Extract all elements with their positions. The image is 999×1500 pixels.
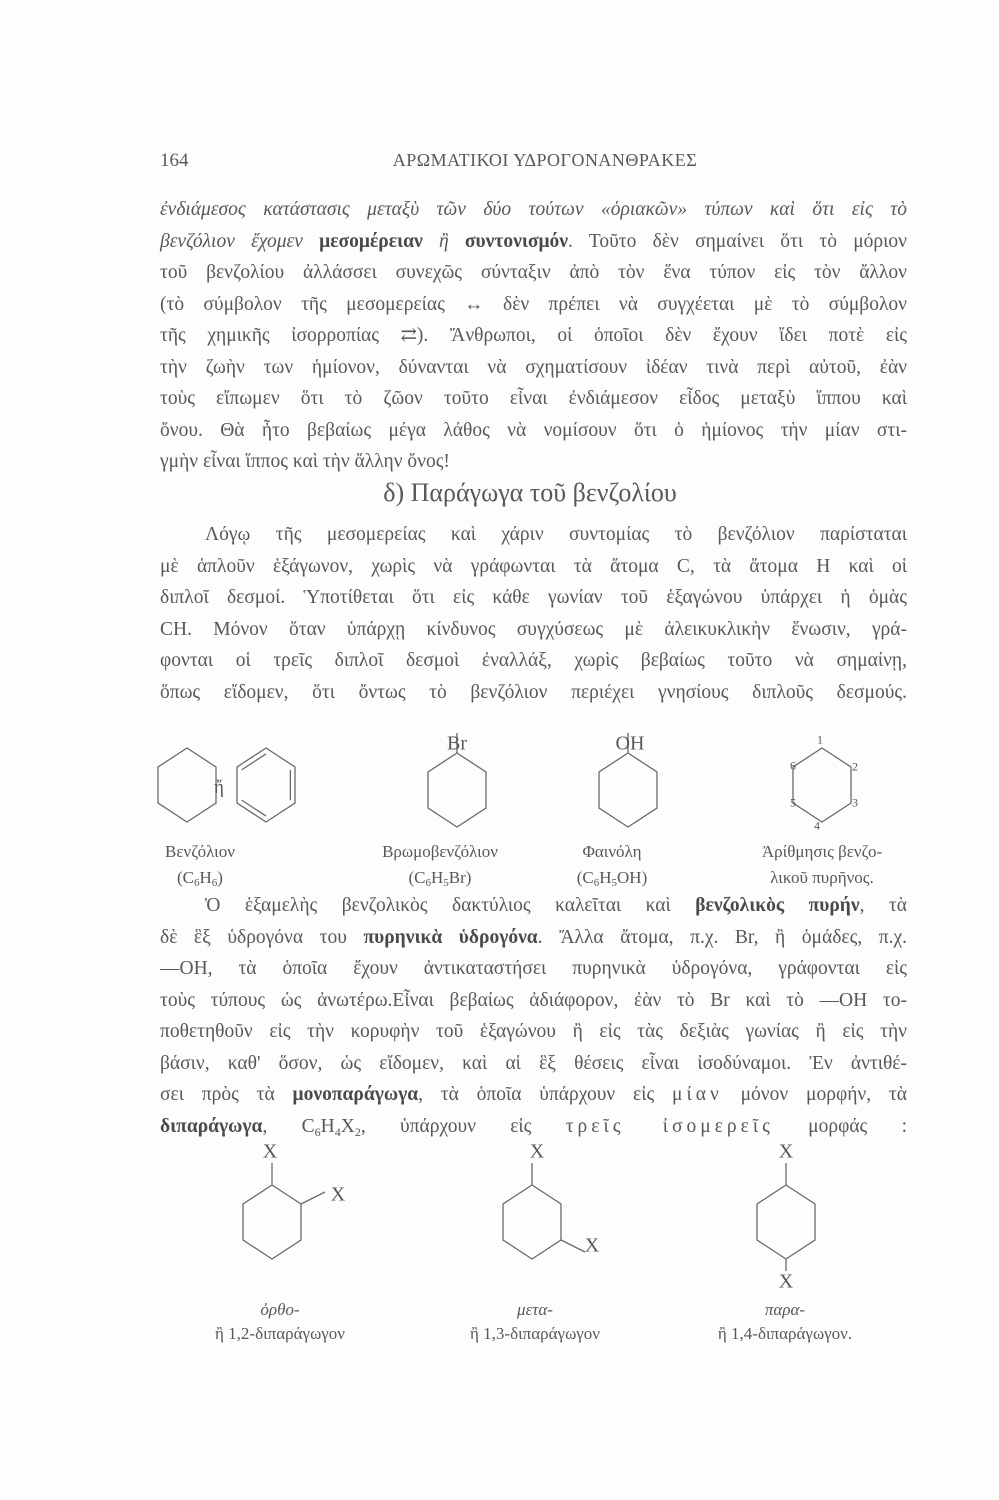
- caption-name: [260, 1300, 299, 1320]
- caption-name: [762, 842, 882, 862]
- text-segment: δὲ ἓξ ὑδρογόνα του: [160, 926, 364, 948]
- text-segment: . Ἄλλα ἄτομα, π.χ. Br, ἢ ὁμάδες, π.χ.: [537, 926, 907, 948]
- text-segment: τὴν ζωὴν των ἡμίονον, δύνανται νὰ σχηματίσουν ἰδέαν τινὰ περὶ αὐτοῦ, ἐὰν: [160, 356, 907, 378]
- text-segment: τοὺς εἴπωμεν ὅτι τὸ ζῶον τοῦτο εἶναι ἐνδιάμεσον εἶδος μεταξὺ ἵππου καὶ: [160, 388, 907, 409]
- text-segment: ὅπως εἴδομεν, ὅτι ὄντως τὸ βενζόλιον περιέχει γνησίους διπλοῦς δεσμούς.: [160, 681, 907, 703]
- subscript: 6: [593, 877, 600, 889]
- caption-formula: [470, 1324, 600, 1344]
- text-line: [160, 989, 907, 1013]
- text-line: [160, 1020, 907, 1044]
- text-segment: , τὰ: [859, 895, 907, 916]
- text-segment: ὄνου. Θὰ ἦτο βεβαίως μέγα λάθος νὰ νομίσουν ὅτι ὁ ἡμίονος τὴν μίαν στι-: [160, 419, 907, 441]
- italic-text: μετα-: [517, 1300, 553, 1319]
- text-line: [160, 450, 907, 474]
- text-segment: τοῦ βενζολίου ἀλλάσσει συνεχῶς σύνταξιν ἀπὸ τὸν ἕνα τύπον εἰς τὸν ἄλλον: [160, 262, 907, 283]
- text-segment: OH): [617, 868, 648, 887]
- text-segment: CH. Μόνον ὅταν ὑπάρχῃ κίνδυνος συγχύσεως μὲ ἀλεικυκλικὴν ἕνωσιν, γρά-: [160, 618, 907, 640]
- caption-formula: [577, 868, 648, 889]
- caption-name: [382, 842, 498, 862]
- bond: [301, 1192, 325, 1204]
- caption-name: [165, 842, 235, 862]
- text-segment: , τὰ ὁποῖα ὑπάρχουν εἰς: [418, 1084, 673, 1105]
- text-line: [160, 1052, 907, 1076]
- text-segment: (τὸ σύμβολον τῆς μεσομερείας ↔ δὲν πρέπει νὰ συγχέεται μὲ τὸ σύμβολον: [160, 293, 907, 315]
- substituent-x: X: [778, 1140, 794, 1163]
- text-segment: σει πρὸς τὰ: [160, 1084, 293, 1105]
- substituent-x: X: [262, 1140, 278, 1163]
- text-line: [160, 198, 907, 222]
- text-segment: . Τοῦτο δὲν σημαίνει ὅτι τὸ μόριον: [567, 230, 907, 252]
- text-segment: φονται οἱ τρεῖς διπλοῖ δεσμοὶ ἐναλλάξ, χωρὶς βεβαίως τοῦτο νὰ σημαίνῃ,: [160, 650, 907, 671]
- text-segment: Βρωμοβενζόλιον: [382, 842, 498, 861]
- text-segment: Ὁ ἑξαμελὴς βενζολικὸς δακτύλιος καλεῖται καὶ: [205, 895, 696, 916]
- text-line: [205, 523, 907, 547]
- meta-ring: [503, 1185, 561, 1259]
- text-segment: Λόγῳ τῆς μεσομερείας καὶ χάριν συντομίας τὸ βενζόλιον παρίσταται: [205, 524, 907, 545]
- text-segment: τῆς χημικῆς ἰσορροπίας ⇄). Ἄνθρωποι, οἱ ὁποῖοι δὲν ἔχουν ἴδει ποτὲ εἰς: [160, 325, 907, 346]
- bold-term: πυρηνικὰ ὑδρογόνα: [363, 926, 538, 948]
- position-number-6: 6: [790, 758, 796, 773]
- subscript: 6: [211, 877, 218, 889]
- text-segment: X: [340, 1115, 355, 1137]
- bold-term: μεσομέρειαν: [319, 230, 439, 252]
- text-segment: H: [320, 1115, 335, 1137]
- text-segment: τοὺς τύπους ὡς ἀνωτέρω.Εἶναι βεβαίως ἀδιάφορον, ἐὰν τὸ Br καὶ τὸ —OH το-: [160, 989, 907, 1011]
- caption-formula: [215, 1324, 345, 1344]
- bold-term: συντονισμόν: [464, 230, 568, 252]
- text-segment: —OH, τὰ ὁποῖα ἔχουν ἀντικαταστήσει πυρηνικὰ ὑδρογόνα, γράφονται εἰς: [160, 958, 907, 979]
- text-line: [160, 649, 907, 673]
- text-segment: ποθετηθοῦν εἰς τὴν κορυφὴν τοῦ ἑξαγώνου ἢ εἰς τὰς δεξιὰς γωνίας ἢ εἰς τὴν: [160, 1021, 907, 1042]
- text-line: [160, 555, 907, 579]
- caption-name: [765, 1300, 805, 1320]
- text-line: [160, 618, 907, 642]
- para-ring: [757, 1185, 815, 1259]
- text-segment: Βενζόλιον: [165, 842, 235, 861]
- subscript: 5: [443, 877, 449, 889]
- numbered-benzene-ring: [793, 748, 851, 822]
- text-segment: μόνον μορφήν, τὰ: [722, 1084, 907, 1105]
- caption-formula: [718, 1324, 852, 1344]
- text-line: [160, 293, 907, 317]
- subscript: 6: [314, 1124, 321, 1139]
- text-line: [160, 324, 907, 348]
- caption-formula: [770, 868, 874, 888]
- italic-text: παρα-: [764, 1300, 806, 1319]
- bromine-label: Br: [447, 732, 467, 755]
- position-number-2: 2: [852, 759, 858, 774]
- bond: [561, 1240, 585, 1252]
- text-segment: (C: [177, 868, 195, 887]
- text-line: [160, 586, 907, 610]
- text-line: [160, 356, 907, 380]
- text-line: [160, 681, 907, 705]
- italic-text: βενζόλιον ἔχομεν: [160, 230, 320, 252]
- text-segment: , ὑπάρχουν εἰς: [360, 1115, 566, 1137]
- text-segment: μὲ ἁπλοῦν ἑξάγωνον, χωρὶς νὰ γράφωνται τὰ ἄτομα C, τὰ ἄτομα H καὶ οἱ: [160, 555, 907, 577]
- bold-term: βενζολικὸς πυρήν: [695, 895, 860, 916]
- text-line: [160, 230, 907, 254]
- text-line: [160, 1083, 907, 1107]
- running-title: ΑΡΩΜΑΤΙΚΟΙ ΥΔΡΟΓΟΝΑΝΘΡΑΚΕΣ: [392, 150, 698, 170]
- text-segment: (C: [576, 868, 594, 887]
- text-line: [160, 926, 907, 950]
- text-line: [160, 387, 907, 411]
- text-line: [160, 957, 907, 981]
- phenol-ring: [599, 753, 657, 827]
- position-number-4: 4: [814, 818, 820, 833]
- page-number: 164: [160, 150, 189, 171]
- bromobenzene-ring: [428, 753, 486, 827]
- text-segment: Φαινόλη: [582, 842, 642, 861]
- text-line: [205, 894, 907, 918]
- italic-text: ἢ: [438, 230, 465, 252]
- text-line: [160, 261, 907, 285]
- text-segment: H: [431, 868, 444, 887]
- bold-term: μονοπαράγωγα: [292, 1084, 419, 1105]
- benzene-ring: [158, 748, 216, 822]
- bold-term: διπαράγωγα: [160, 1115, 263, 1137]
- subscript: 6: [425, 877, 432, 889]
- subscript: 6: [194, 877, 200, 889]
- position-number-3: 3: [852, 795, 858, 810]
- text-segment: Ἀρίθμησις βενζο-: [761, 842, 883, 861]
- hydroxyl-label: OH: [615, 732, 645, 755]
- italic-text: ἐνδιάμεσος κατάστασις μεταξὺ τῶν δύο τούτων «ὁριακῶν» τύπων καὶ ὅτι εἰς τὸ: [160, 199, 907, 220]
- text-segment: ἢ 1,4-διπαράγωγον.: [717, 1324, 853, 1343]
- caption-formula: [409, 868, 472, 889]
- caption-name: [582, 842, 641, 862]
- text-segment: (C: [408, 868, 426, 887]
- text-segment: ἢ 1,3-διπαράγωγον: [470, 1324, 600, 1343]
- caption-name: [517, 1300, 553, 1320]
- italic-text: ὀρθο-: [260, 1300, 300, 1319]
- subscript: 2: [354, 1124, 361, 1139]
- spaced-emphasis: τρεῖς ἰσομερεῖς: [565, 1115, 774, 1137]
- substituent-x: X: [584, 1234, 600, 1257]
- caption-formula: [177, 868, 223, 889]
- text-segment: H: [599, 868, 612, 887]
- substituent-x: X: [330, 1183, 346, 1206]
- substituent-x: X: [529, 1140, 545, 1163]
- ortho-ring: [243, 1185, 301, 1259]
- substituent-x: X: [778, 1270, 794, 1293]
- text-segment: ἢ 1,2-διπαράγωγον: [215, 1324, 345, 1343]
- text-segment: βάσιν, καθ' ὅσον, ὡς εἴδομεν, καὶ αἱ ἓξ θέσεις εἶναι ἰσοδύναμοι. Ἐν ἀντιθέ-: [160, 1052, 907, 1074]
- kekule-benzene-ring: [237, 748, 295, 822]
- text-line: [160, 419, 907, 443]
- text-segment: Br): [448, 868, 472, 887]
- subscript: 5: [611, 877, 618, 889]
- text-segment: διπλοῖ δεσμοί. Ὑποτίθεται ὅτι εἰς κάθε γωνίαν τοῦ ἑξαγώνου ὑπάρχει ἡ ὁμὰς: [160, 587, 907, 608]
- text-segment: ): [217, 868, 223, 887]
- text-segment: λικοῦ πυρῆνος.: [770, 868, 874, 887]
- or-label: ἤ: [214, 777, 224, 798]
- position-number-1: 1: [817, 732, 823, 747]
- text-segment: μορφάς :: [773, 1115, 907, 1137]
- position-number-5: 5: [790, 795, 796, 810]
- spaced-emphasis: μίαν: [672, 1084, 723, 1105]
- subscript: 4: [334, 1124, 341, 1139]
- text-line: [160, 1115, 907, 1144]
- section-heading: δ) Παράγωγα τοῦ βενζολίου: [383, 478, 677, 507]
- text-segment: γμὴν εἶναι ἵππος καὶ τὴν ἄλλην ὄνος!: [160, 451, 450, 472]
- text-segment: H: [199, 868, 212, 887]
- text-segment: , C: [262, 1115, 315, 1137]
